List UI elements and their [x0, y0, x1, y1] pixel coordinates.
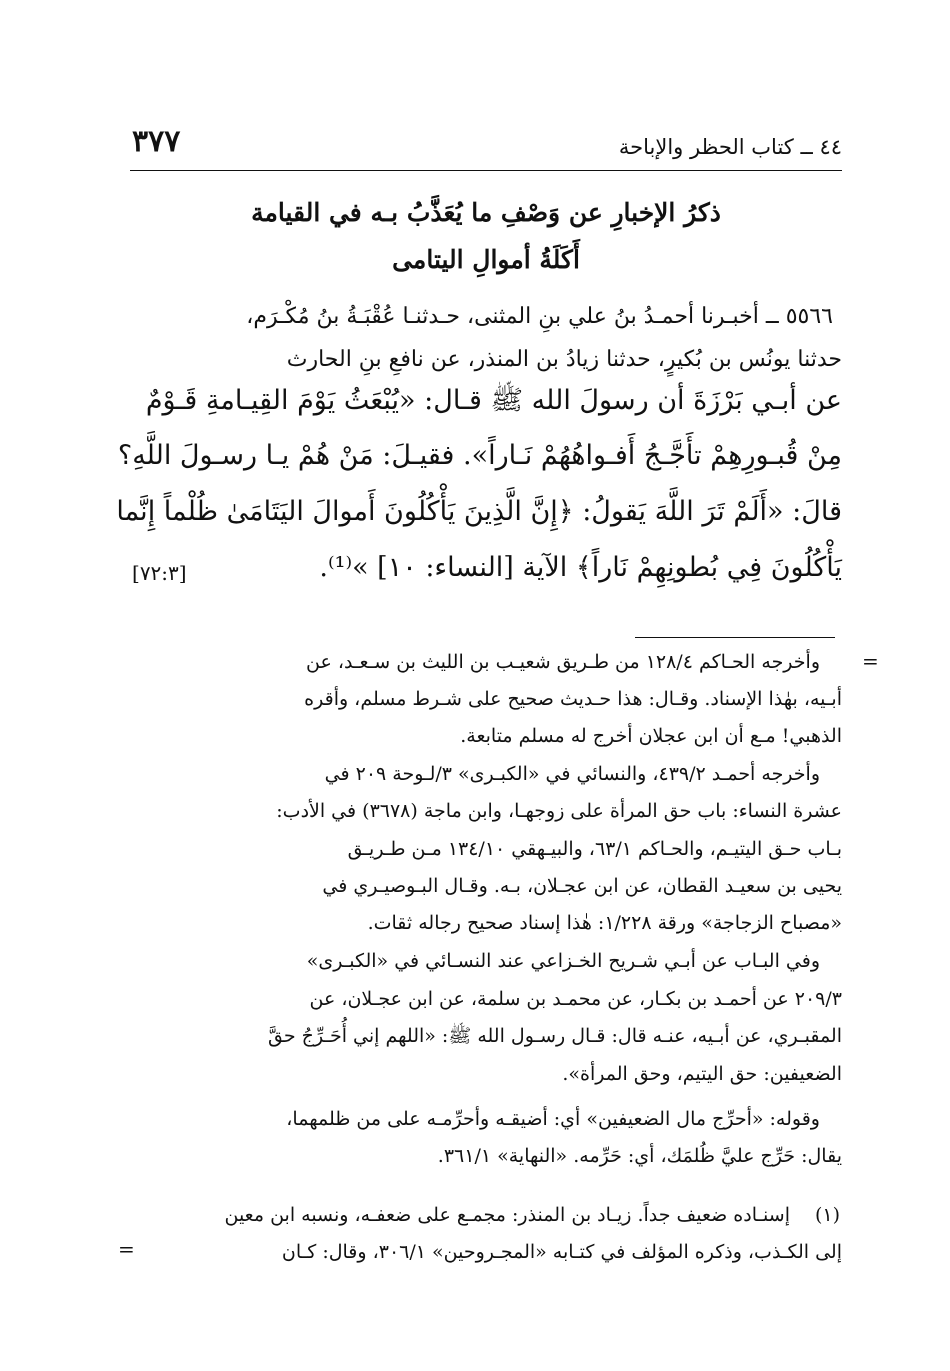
hadith-line: عن أبـي بَرْزَةَ أن رسولَ الله ﷺ قـال: «يُبْعَثُ يَوْمَ القِيـامةِ قَـوْمٌ	[145, 385, 842, 416]
hadith-line: قالَ: «أَلَمْ تَرَ اللَّهَ يَقولُ: ﴿إِنَّ الَّذِينَ يَأْكُلُونَ أَموالَ اليَتَامَىٰ ظُلْماً إِنَّما	[116, 496, 842, 527]
footnote-line: وقوله: «أحرِّج مال الضعيفين» أي: أضيقـه وأحرِّمـه على من ظلمهما،	[286, 1108, 820, 1130]
footnote-line: يحيى بن سعيـد القطان، عن ابن عجـلان، بـه. وقـال البـوصيـري في	[322, 875, 842, 897]
header-rule	[130, 170, 842, 171]
footnote-line: يقال: حَرِّج عليَّ ظُلمَك، أي: حَرِّمه. «النهاية» ٣٦١/١.	[437, 1145, 842, 1167]
hadith-line: حدثنا يونُس بن بُكيرٍ، حدثنا زيادُ بن المنذر، عن نافعِ بنِ الحارث	[286, 347, 842, 372]
footnote-line: إلى الكـذب، وذكره المؤلف في كتـابه «المجـروحين» ٣٠٦/١، وقال: كـان	[281, 1241, 842, 1263]
footnote-line: الضعيفين: حق اليتيم، وحق المرأة».	[562, 1063, 842, 1085]
chapter-heading: ذكرُ الإخبارِ عن وَصْفِ ما يُعَذَّبُ بـه في القيامة	[251, 198, 721, 227]
footnote-line: وأخرجه أحمـد ٤٣٩/٢، والنسائي في «الكبـرى» ٣/لـوحة ٢٠٩ في	[324, 763, 820, 785]
running-title: ٤٤ ــ كتاب الحظر والإباحة	[618, 135, 842, 159]
hadith-line: يَأْكُلُونَ فِي بُطونِهِمْ نَاراً﴾ الآية [النساء: ١٠] »⁽¹⁾.	[319, 552, 842, 583]
footnote-line: إسنـاده ضعيف جداً. زيـاد بن المنذر: مجمـع على ضعفـه، ونسبه ابن معين	[224, 1204, 790, 1226]
hadith-line: مِنْ قُبـورِهِمْ تأَجَّـجُ أَفـواهُهُمْ نَـاراً». فقيـلَ: مَنْ هُمْ يـا رسـولَ اللَّهِ؟	[117, 440, 842, 471]
hadith-line: ٥٥٦٦ ــ أخبـرنا أحمـدُ بنُ علي بنِ المثنى، حـدثنـا عُقْبَـةُ بنُ مُكْـرَم،	[246, 304, 833, 329]
footnote-line: عشرة النساء: باب حق المرأة على زوجهـا، وابن ماجة (٣٦٧٨) في الأدب:	[276, 800, 842, 822]
footnote-marker: (١)	[814, 1204, 840, 1226]
footnote-line: ٢٠٩/٣ عن أحمـد بن بكـار، عن محمـد بن سلمة، عن ابن عجـلان، عن	[309, 988, 842, 1010]
reference-code: [٧٢:٣]	[132, 561, 187, 585]
continuation-mark: =	[862, 649, 879, 673]
footnote-rule	[635, 637, 835, 638]
footnote-line: وفي البـاب عن أبـي شـريح الخـزاعي عند النسـائي في «الكبـرى»	[306, 950, 820, 972]
continuation-mark: =	[118, 1237, 135, 1261]
footnote-line: بـاب حـق اليتيـم، والحـاكم ٦٣/١، والبيـهقي ١٣٤/١٠ مـن طـريـق	[347, 838, 842, 860]
chapter-subheading: أَكَلَةُ أموالِ اليتامى	[392, 245, 580, 274]
footnote-line: أبـيه، بهٰذا الإسناد. وقـال: هذا حـديث صحيح على شـرط مسلم، وأقره	[304, 688, 842, 710]
footnote-line: وأخرجه الحـاكم ١٢٨/٤ من طـريق شعيـب بن الليث بن سـعـد، عن	[306, 651, 820, 673]
footnote-line: المقبـري، عن أبـيه، عنـه قال: قـال رسـول الله ﷺ: «اللهم إني أُحَـرِّجُ حقَّ	[268, 1025, 842, 1047]
footnote-line: الذهبي! مـع أن ابن عجلان أخرج له مسلم متابعة.	[460, 725, 842, 747]
footnote-line: «مصباح الزجاجة» ورقة ١/٢٢٨: هٰذا إسناد صحيح رجاله ثقات.	[367, 912, 842, 934]
page-number: ٣٧٧	[132, 124, 181, 159]
